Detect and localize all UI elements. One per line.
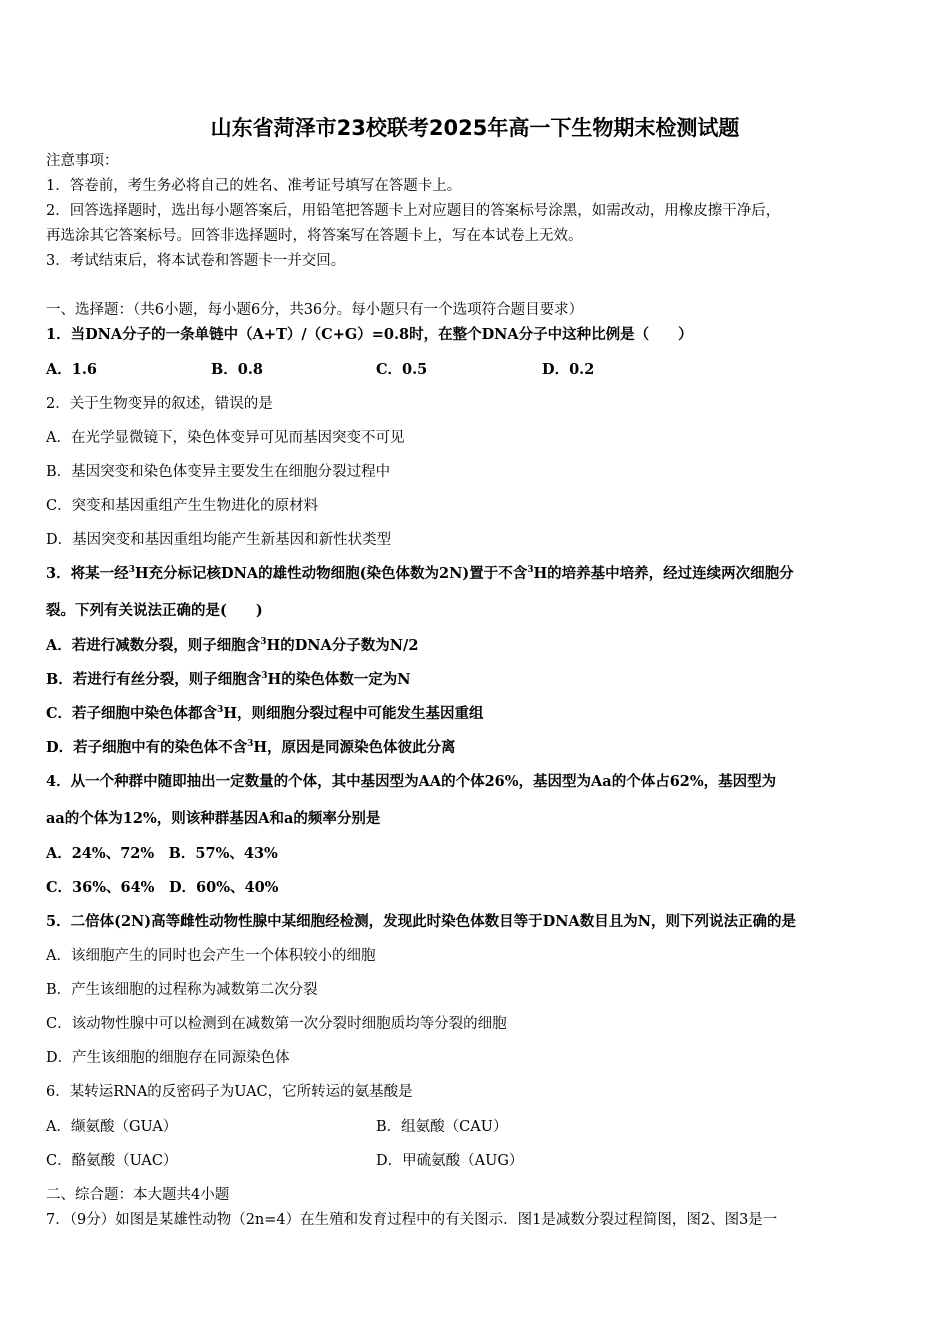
q2-option-c: C．突变和基因重组产生生物进化的原材料 [46, 498, 319, 514]
q6-option-b: B．组氨酸（CAU） [376, 1119, 508, 1135]
q3-sup: 3 [260, 637, 267, 647]
q3-stem-b: H充分标记核DNA的雄性动物细胞(染色体数为2N)置于不含 [134, 565, 528, 582]
q1-option-a: A．1.6 [46, 361, 97, 378]
q7-stem: 7．（9分）如图是某雄性动物（2n=4）在生殖和发育过程中的有关图示．图1是减数分裂过程简图，图2、图3是一 [46, 1212, 778, 1228]
q3-sup: 3 [217, 705, 224, 715]
q3-sup: 3 [128, 565, 135, 575]
q1-option-c: C．0.5 [376, 361, 428, 378]
q6-option-c: C．酪氨酸（UAC） [46, 1153, 178, 1169]
q3-sup: 3 [527, 565, 534, 575]
q2-stem: 2．关于生物变异的叙述，错误的是 [46, 396, 273, 412]
q3-sup: 3 [247, 739, 254, 749]
q3-option-b-text1: B．若进行有丝分裂，则子细胞含 [46, 671, 262, 688]
q3-option-d-text2: H，原因是同源染色体彼此分离 [253, 739, 456, 756]
q3-option-c-text2: H，则细胞分裂过程中可能发生基因重组 [223, 705, 484, 722]
q6-stem: 6．某转运RNA的反密码子为UAC，它所转运的氨基酸是 [46, 1084, 413, 1100]
page-title: 山东省菏泽市23校联考2025年高一下生物期末检测试题 [210, 116, 740, 140]
q2-option-d: D．基因突变和基因重组均能产生新基因和新性状类型 [46, 532, 392, 548]
notice-heading: 注意事项： [46, 153, 119, 169]
q3-option-d [46, 738, 456, 758]
q1-option-b: B．0.8 [211, 361, 263, 378]
q5-option-c: C．该动物性腺中可以检测到在减数第一次分裂时细胞质均等分裂的细胞 [46, 1016, 507, 1032]
q3-stem [46, 564, 794, 584]
q2-option-b: B．基因突变和染色体变异主要发生在细胞分裂过程中 [46, 464, 391, 480]
q5-option-d: D．产生该细胞的细胞存在同源染色体 [46, 1050, 290, 1066]
q4-options-line1: A．24%、72% B．57%、43% [46, 845, 278, 862]
q6-option-a: A．缬氨酸（GUA） [46, 1119, 178, 1135]
q3-stem-line2: 裂。下列有关说法正确的是( ) [46, 602, 263, 619]
notice-item-2-cont: 再选涂其它答案标号。回答非选择题时，将答案写在答题卡上，写在本试卷上无效。 [46, 228, 583, 244]
q4-options-line2: C．36%、64% D．60%、40% [46, 879, 279, 896]
q5-option-a: A．该细胞产生的同时也会产生一个体积较小的细胞 [46, 948, 376, 964]
q6-option-d: D．甲硫氨酸（AUG） [376, 1153, 524, 1169]
q3-option-b [46, 670, 410, 690]
q1-stem: 1．当DNA分子的一条单链中（A+T）/（C+G）=0.8时，在整个DNA分子中这种比例是（ ） [46, 326, 693, 343]
q5-stem: 5．二倍体(2N)高等雌性动物性腺中某细胞经检测，发现此时染色体数目等于DNA数目且为N，则下列说法正确的是 [46, 913, 796, 930]
notice-item-2: 2．回答选择题时，选出每小题答案后，用铅笔把答题卡上对应题目的答案标号涂黑，如需改动，用橡皮擦干净后， [46, 203, 781, 219]
section2-heading: 二、综合题：本大题共4小题 [46, 1187, 230, 1203]
q3-sup: 3 [261, 671, 268, 681]
q3-stem-a: 3．将某一经 [46, 565, 129, 582]
q4-stem: 4．从一个种群中随即抽出一定数量的个体，其中基因型为AA的个体26%，基因型为Aa的个体占62%，基因型为 [46, 773, 777, 790]
section1-heading: 一、选择题：（共6小题，每小题6分，共36分。每小题只有一个选项符合题目要求） [46, 302, 584, 318]
q3-stem-c: H的培养基中培养，经过连续两次细胞分 [533, 565, 794, 582]
q3-option-c [46, 704, 484, 724]
q5-option-b: B．产生该细胞的过程称为减数第二次分裂 [46, 982, 318, 998]
q3-option-a [46, 636, 418, 656]
q4-stem-line2: aa的个体为12%，则该种群基因A和a的频率分别是 [46, 810, 381, 827]
q3-option-a-text2: H的DNA分子数为N/2 [266, 637, 419, 654]
q3-option-c-text1: C．若子细胞中染色体都含 [46, 705, 218, 722]
notice-item-1: 1．答卷前，考生务必将自己的姓名、准考证号填写在答题卡上。 [46, 178, 462, 194]
q3-option-a-text1: A．若进行减数分裂，则子细胞含 [46, 637, 261, 654]
notice-item-3: 3．考试结束后，将本试卷和答题卡一并交回。 [46, 253, 346, 269]
q2-option-a: A．在光学显微镜下，染色体变异可见而基因突变不可见 [46, 430, 405, 446]
q3-option-d-text1: D．若子细胞中有的染色体不含 [46, 739, 248, 756]
q3-option-b-text2: H的染色体数一定为N [267, 671, 411, 688]
q1-option-d: D．0.2 [542, 361, 595, 378]
